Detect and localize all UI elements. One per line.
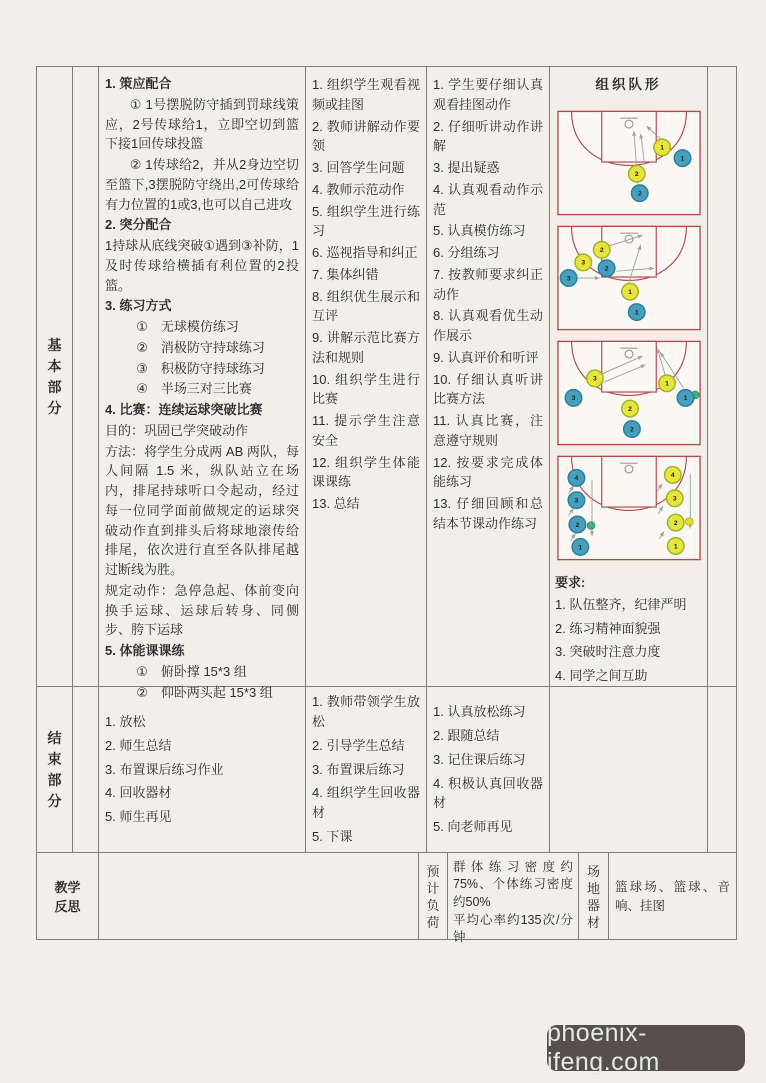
teacher-activity-item: 11. 提示学生注意安全 [312,413,420,448]
organization-title: 组织队形 [595,77,662,92]
basic-teaching-content-cell [99,67,306,700]
row-ending-part [37,687,736,853]
student-activity-item: 7. 按教师要求纠正动作 [433,266,543,302]
content-block: 3. 练习方式 [105,298,172,314]
svg-text:3: 3 [571,394,575,402]
basic-part-label: 基本部分 [47,336,62,416]
requirements-title: 要求: [555,574,586,590]
equipment-list: 篮球场、篮球、音响、挂图 [615,879,730,913]
svg-text:2: 2 [634,170,639,178]
teacher-activity-item: 7. 集体纠错 [312,266,379,282]
lesson-plan-table [36,66,737,944]
content-block: 目的：巩固已学突破动作 [105,422,249,438]
content-block: ① 1号摆脱防守插到罚球线策应，2号传球给1，立即空切到篮下接1回传球投篮 [105,96,299,152]
expected-load-cell [448,853,579,944]
requirements-block [555,573,702,687]
teacher-activity-item: 13. 总结 [312,496,360,511]
requirement-item: 2. 练习精神面貌强 [555,620,661,636]
spacer-column-right [708,687,736,852]
student-activity-item: 3. 记住课后练习 [433,751,526,767]
svg-text:2: 2 [599,246,604,254]
svg-text:1: 1 [634,308,639,316]
content-block: ④ 半场三对三比赛 [136,381,252,397]
basketball-court-diagram-3 [556,338,702,448]
svg-text:2: 2 [575,521,579,529]
student-activity-item: 5. 向老师再见 [433,819,513,834]
student-activity-item: 3. 提出疑惑 [433,160,500,175]
teacher-activity-item: 1. 组织学生观看视频或挂图 [312,77,420,112]
svg-text:3: 3 [580,259,585,267]
student-activity-item: 2. 跟随总结 [433,728,500,743]
basketball-court-diagram-4 [556,453,702,563]
content-block: 2. 突分配合 [105,217,172,233]
content-block: ② 1传球给2，并从2身边空切至篮下,3摆脱防守绕出,2可传球给有力位置的1或3,也可以自己进攻 [105,157,299,212]
content-item: 5. 师生再见 [105,809,172,825]
svg-text:1: 1 [680,154,684,162]
content-block: ③ 积极防守持球练习 [136,360,265,376]
organization-formation-cell [550,67,708,686]
student-activity-item: 11. 认真比赛，注意遵守规则 [433,413,543,448]
student-activity-item: 12. 按要求完成体能练习 [433,454,543,490]
teacher-activity-item: 9. 讲解示范比赛方法和规则 [312,330,420,365]
ending-organization-cell [550,687,708,852]
svg-text:1: 1 [577,543,582,551]
student-activity-item: 4. 认真观看动作示范 [433,181,543,217]
content-item: 1. 放松 [105,714,146,730]
equipment-cell [609,853,736,940]
teacher-activity-item: 12. 组织学生体能课课练 [312,454,420,490]
load-line: 平均心率约135次/分钟 [453,912,573,944]
teacher-activity-item: 4. 教师示范动作 [312,181,405,197]
equipment-label-cell [579,853,609,940]
teacher-activity-item: 2. 教师讲解动作要领 [312,118,420,154]
content-block: 1. 策应配合 [105,76,172,91]
content-block: ① 俯卧撑 15*3 组 [136,663,247,679]
ending-part-label: 结束部分 [47,729,62,809]
row-basic-part [37,67,736,700]
teacher-activity-item: 3. 回答学生问题 [312,160,405,175]
svg-text:2: 2 [673,519,678,527]
teacher-activity-item: 6. 巡视指导和纠正 [312,245,418,260]
student-activity-item: 13. 仔细回顾和总结本节课动作练习 [433,496,543,531]
content-block: 4. 比赛：连续运球突破比赛 [105,402,263,417]
content-block: ① 无球模仿练习 [136,319,239,334]
basketball-court-diagram-2 [556,223,702,333]
teacher-activity-item: 10. 组织学生进行比赛 [312,371,420,407]
ending-student-activity-cell [427,687,550,852]
requirement-item: 3. 突破时注意力度 [555,644,661,660]
svg-text:3: 3 [672,495,677,503]
basketball-court-diagram-1 [556,108,702,218]
student-activity-item: 1. 认真放松练习 [433,704,526,720]
student-activity-item: 5. 认真模仿练习 [433,223,526,239]
spacer-column-left [73,687,99,852]
load-line: 群体练习密度约75%、个体练习密度约50% [453,860,573,909]
student-activity-item: 9. 认真评价和听评 [433,349,539,365]
svg-text:1: 1 [683,394,687,402]
svg-text:4: 4 [670,471,675,479]
svg-text:4: 4 [574,474,578,482]
expected-load-label-cell [419,853,448,940]
student-activity-item: 6. 分组练习 [433,245,500,260]
teacher-activity-item: 3. 布置课后练习 [312,761,405,777]
svg-text:2: 2 [604,265,609,273]
student-activity-item: 1. 学生要仔细认真观看挂图动作 [433,77,543,112]
reflection-label-cell [37,853,99,940]
student-activity-item: 4. 积极认真回收器材 [433,775,543,811]
svg-text:3: 3 [566,274,571,282]
content-block: 5. 体能课课练 [105,643,185,658]
content-block: 1持球从底线突破①遇到③补防，1及时传球给横插有利位置的2投篮。 [105,238,299,293]
teacher-activity-item: 5. 下课 [312,828,353,844]
basic-teacher-activity-cell [306,67,427,686]
teacher-activity-item: 5. 组织学生进行练习 [312,203,420,239]
teacher-activity-item: 4. 组织学生回收器材 [312,785,420,821]
svg-text:1: 1 [627,288,632,296]
requirement-item: 4. 同学之间互助 [555,667,648,683]
student-activity-item: 8. 认真观看优生动作展示 [433,308,543,343]
svg-text:2: 2 [627,405,632,413]
student-activity-item: 2. 仔细听讲动作讲解 [433,118,543,154]
content-item: 4. 回收器材 [105,785,172,801]
watermark-badge: phoenix-ifeng.com [547,1025,745,1071]
svg-text:2: 2 [637,190,642,198]
content-item: 3. 布置课后练习作业 [105,761,224,777]
row-footer [37,853,736,944]
expected-load-label: 预计负荷 [426,863,440,930]
content-block: ② 消极防守持球练习 [136,339,265,355]
svg-text:1: 1 [673,542,678,550]
ending-teacher-activity-cell [306,687,427,852]
svg-text:1: 1 [659,144,664,152]
ending-teaching-content-cell [99,687,306,852]
reflection-empty-cell [99,853,419,940]
svg-text:2: 2 [629,425,634,433]
row-label-basic-part [37,67,73,686]
content-block: ② 仰卧两头起 15*3 组 [136,684,273,700]
teacher-activity-item: 2. 引导学生总结 [312,737,405,753]
row-label-ending-part [37,687,73,852]
content-block: 规定动作：急停急起、体前变向换手运球、运球后转身、同侧步、胯下运球 [105,582,299,638]
spacer-column-right [708,67,736,686]
spacer-column-left [73,67,99,686]
basic-student-activity-cell [427,67,550,686]
svg-text:3: 3 [592,375,597,383]
requirement-item: 1. 队伍整齐，纪律严明 [555,597,687,613]
equipment-label: 场地器材 [586,863,600,930]
svg-text:3: 3 [574,497,578,505]
teacher-activity-item: 1. 教师带领学生放松 [312,694,420,730]
svg-text:1: 1 [664,380,669,388]
student-activity-item: 10. 仔细认真听讲比赛方法 [433,371,543,407]
teaching-reflection-label: 教学反思 [54,879,81,914]
content-block: 方法：将学生分成两 AB 两队，每人间隔 1.5 米，纵队站立在场内，排尾持球听口令起动，经过每一位同学面前做规定的运球突破动作直到排头后将球地滚传给排尾，依次进行直至各队排尾越过断线为胜。 [105,443,299,577]
teacher-activity-item: 8. 组织优生展示和互评 [312,288,420,324]
content-item: 2. 师生总结 [105,737,172,753]
